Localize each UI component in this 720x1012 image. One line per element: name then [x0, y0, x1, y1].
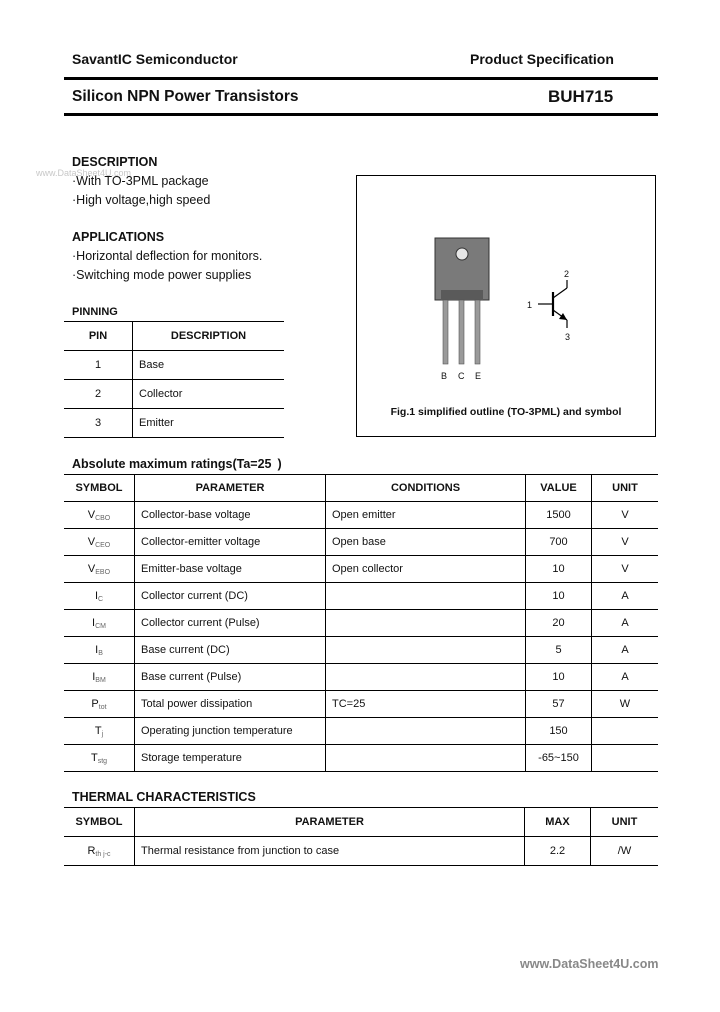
- rating-value: 10: [526, 664, 592, 691]
- rating-symbol: [64, 529, 135, 556]
- rating-condition: [326, 583, 526, 610]
- rating-value: 57: [526, 691, 592, 718]
- rating-unit: V: [621, 509, 629, 521]
- applications-title: APPLICATIONS: [72, 230, 165, 244]
- rating-unit: W: [619, 698, 631, 710]
- table-row: [64, 664, 658, 691]
- rating-parameter: Collector current (Pulse): [135, 610, 326, 637]
- symbol-letter: I: [94, 589, 98, 602]
- thermal-symbol: [64, 837, 135, 866]
- symbol-letter: T: [90, 751, 98, 764]
- rating-unit: V: [621, 536, 629, 548]
- applications-item: ·Horizontal deflection for monitors.: [72, 249, 263, 263]
- ratings-table: [64, 474, 658, 772]
- ratings-header-symbol: SYMBOL: [64, 475, 135, 502]
- pinning-table: [64, 321, 284, 438]
- pin-number: 1: [64, 351, 133, 380]
- rating-value: 700: [526, 529, 592, 556]
- pin-description: Base: [139, 359, 165, 371]
- part-number: BUH715: [548, 87, 614, 106]
- thermal-unit: /W: [617, 845, 632, 857]
- symbol-letter: V: [87, 562, 96, 575]
- rating-symbol: [64, 745, 135, 772]
- thermal-header-parameter: PARAMETER: [135, 808, 525, 837]
- ratings-title: [72, 457, 282, 471]
- symbol-letter: I: [92, 670, 96, 683]
- rating-unit: A: [621, 617, 629, 629]
- thermal-header-max: MAX: [525, 808, 591, 837]
- symbol-subscript: CM: [95, 622, 106, 630]
- rating-unit: A: [621, 590, 629, 602]
- rating-unit: [592, 718, 659, 745]
- footer-watermark: www.DataSheet4U.com: [520, 957, 659, 971]
- table-row: [64, 502, 658, 529]
- company-name: SavantIC Semiconductor: [72, 51, 238, 67]
- pinning-title: PINNING: [72, 306, 118, 318]
- thermal-max: 2.2: [525, 837, 591, 866]
- rating-parameter: Total power dissipation: [135, 691, 326, 718]
- symbol-subscript: B: [98, 649, 103, 657]
- symbol-subscript: CEO: [95, 541, 111, 549]
- rating-value: 1500: [526, 502, 592, 529]
- rating-symbol: [64, 583, 135, 610]
- table-row: [64, 745, 658, 772]
- symbol-subscript: EBO: [95, 568, 111, 576]
- description-item: ·With TO-3PML package: [72, 174, 209, 188]
- pin-description: Collector: [139, 388, 183, 400]
- table-row: [64, 637, 658, 664]
- pinning-header-pin: PIN: [64, 322, 133, 351]
- symbol-pin-2: 2: [564, 269, 570, 279]
- table-row: [64, 691, 658, 718]
- rating-symbol: [64, 664, 135, 691]
- thermal-parameter: Thermal resistance from junction to case: [135, 837, 525, 866]
- rating-condition: Open collector: [326, 556, 526, 583]
- ratings-header-value: VALUE: [526, 475, 592, 502]
- rating-unit: A: [621, 644, 629, 656]
- thermal-header-unit: UNIT: [611, 816, 638, 828]
- lead-label-b: B: [441, 371, 448, 381]
- rating-condition: [326, 637, 526, 664]
- pin-number: 3: [64, 409, 133, 438]
- symbol-subscript: CBO: [95, 514, 111, 522]
- rating-parameter: Collector current (DC): [135, 583, 326, 610]
- symbol-subscript: tot: [98, 703, 107, 711]
- symbol-letter: R: [87, 844, 96, 857]
- rating-value: 10: [526, 583, 592, 610]
- transistor-package-illustration: [357, 176, 655, 376]
- rating-parameter: Base current (Pulse): [135, 664, 326, 691]
- symbol-subscript: j: [101, 730, 104, 738]
- pinning-header-description: DESCRIPTION: [170, 330, 247, 342]
- rating-parameter: Emitter-base voltage: [135, 556, 326, 583]
- rating-unit: [592, 745, 659, 772]
- ratings-header-unit: UNIT: [612, 482, 638, 494]
- table-row: [64, 718, 658, 745]
- product-family: Silicon NPN Power Transistors: [72, 88, 299, 105]
- rating-value: 20: [526, 610, 592, 637]
- ratings-header-parameter: PARAMETER: [135, 475, 326, 502]
- thermal-table: [64, 807, 658, 866]
- rating-symbol: [64, 610, 135, 637]
- symbol-subscript: stg: [97, 757, 108, 765]
- table-row: [64, 351, 284, 380]
- rating-parameter: Operating junction temperature: [135, 718, 326, 745]
- description-title: DESCRIPTION: [72, 155, 158, 169]
- rating-condition: [326, 610, 526, 637]
- rating-symbol: [64, 691, 135, 718]
- watermark-top: www.DataSheet4U.com: [36, 168, 132, 178]
- rating-condition: [326, 718, 526, 745]
- rating-condition: Open base: [326, 529, 526, 556]
- rating-symbol: [64, 502, 135, 529]
- header-rule-bottom: [64, 113, 658, 116]
- symbol-letter: I: [92, 616, 96, 629]
- thermal-header-symbol: SYMBOL: [64, 808, 135, 837]
- symbol-letter: V: [87, 535, 96, 548]
- pin-number: 2: [64, 380, 133, 409]
- symbol-letter: T: [94, 724, 102, 737]
- rating-condition: [326, 745, 526, 772]
- figure-caption: Fig.1 simplified outline (TO-3PML) and symbol: [390, 406, 622, 418]
- rating-value: -65~150: [526, 745, 592, 772]
- rating-parameter: Collector-emitter voltage: [135, 529, 326, 556]
- rating-condition: [326, 664, 526, 691]
- rating-symbol: [64, 637, 135, 664]
- table-row: [64, 380, 284, 409]
- description-item: ·High voltage,high speed: [72, 193, 211, 207]
- rating-value: 5: [526, 637, 592, 664]
- table-row: [64, 837, 658, 866]
- lead-label-e: E: [475, 371, 482, 381]
- rating-symbol: [64, 556, 135, 583]
- lead-label-c: C: [458, 371, 465, 381]
- ratings-title-text: Absolute maximum ratings(Ta=25: [72, 457, 272, 471]
- thermal-title: THERMAL CHARACTERISTICS: [72, 790, 256, 804]
- rating-value: 150: [526, 718, 592, 745]
- symbol-subscript: BM: [95, 676, 106, 684]
- ratings-header-conditions: CONDITIONS: [326, 475, 526, 502]
- symbol-subscript: th j-c: [95, 850, 111, 858]
- symbol-letter: I: [95, 643, 99, 656]
- table-row: [64, 583, 658, 610]
- ratings-title-end: ): [277, 457, 282, 471]
- symbol-letter: P: [91, 697, 99, 710]
- applications-item: ·Switching mode power supplies: [72, 268, 252, 282]
- symbol-subscript: C: [98, 595, 104, 603]
- figure-box: [356, 175, 656, 437]
- rating-value: 10: [526, 556, 592, 583]
- rating-unit: V: [621, 563, 629, 575]
- rating-parameter: Collector-base voltage: [135, 502, 326, 529]
- rating-parameter: Storage temperature: [135, 745, 326, 772]
- rating-symbol: [64, 718, 135, 745]
- table-row: [64, 529, 658, 556]
- doc-type: Product Specification: [470, 51, 614, 67]
- symbol-letter: V: [87, 508, 96, 521]
- pin-description: Emitter: [139, 417, 174, 429]
- table-row: [64, 610, 658, 637]
- rating-condition: TC=25: [326, 691, 526, 718]
- rating-unit: A: [621, 671, 629, 683]
- table-row: [64, 556, 658, 583]
- symbol-pin-3: 3: [565, 332, 571, 342]
- rating-condition: Open emitter: [326, 502, 526, 529]
- symbol-pin-1: 1: [527, 300, 533, 310]
- table-row: [64, 409, 284, 438]
- rating-parameter: Base current (DC): [135, 637, 326, 664]
- header-rule-top: [64, 77, 658, 80]
